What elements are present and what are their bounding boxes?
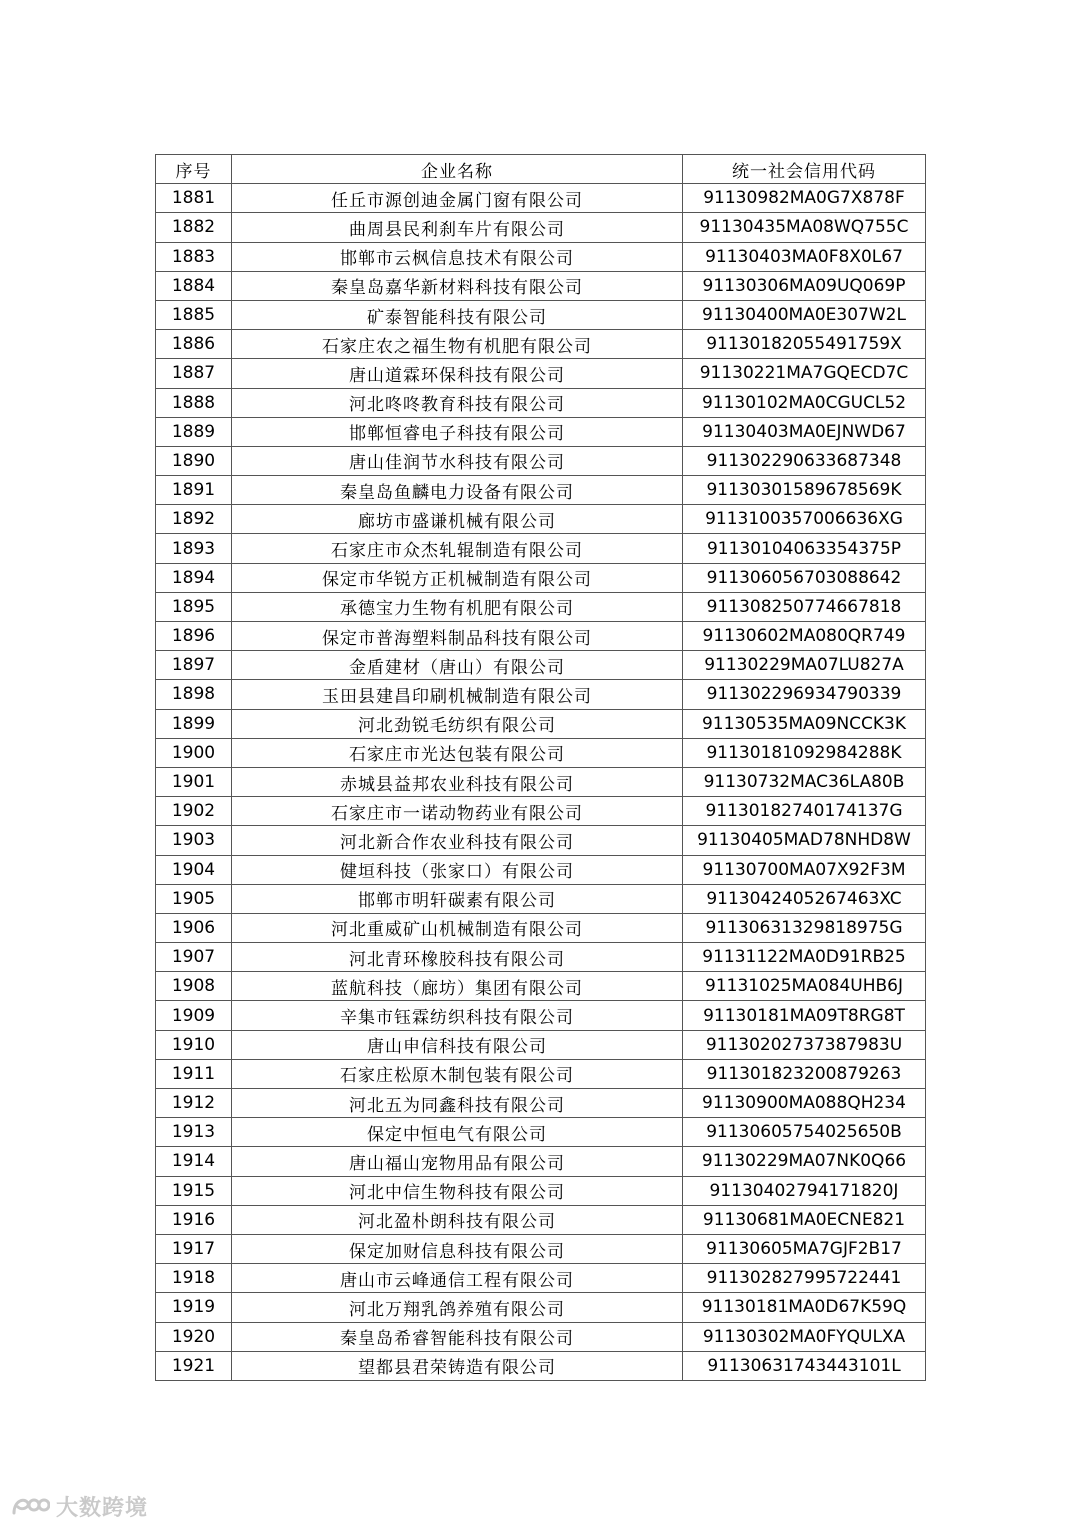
cell-seq: 1883: [156, 242, 232, 271]
header-seq: 序号: [156, 155, 232, 184]
watermark-text: 大数跨境: [56, 1495, 149, 1521]
cell-seq: 1899: [156, 709, 232, 738]
cell-seq: 1895: [156, 592, 232, 621]
table-row: [156, 943, 926, 972]
table-row: [156, 1234, 926, 1263]
table-row: [156, 1001, 926, 1030]
cell-credit-code: 911301823200879263: [683, 1059, 926, 1088]
watermark: [10, 1490, 148, 1522]
cell-seq: 1881: [156, 184, 232, 213]
cell-company-name: 石家庄松原木制包装有限公司: [232, 1059, 683, 1088]
logo-icon: [10, 1493, 50, 1519]
cell-credit-code: 911302827995722441: [683, 1264, 926, 1293]
cell-seq: 1911: [156, 1059, 232, 1088]
cell-seq: 1920: [156, 1322, 232, 1351]
cell-credit-code: 91130900MA088QH234: [683, 1089, 926, 1118]
cell-credit-code: 91130400MA0E307W2L: [683, 300, 926, 329]
cell-company-name: 唐山佳润节水科技有限公司: [232, 446, 683, 475]
cell-seq: 1921: [156, 1351, 232, 1380]
cell-company-name: 唐山市云峰通信工程有限公司: [232, 1264, 683, 1293]
table-row: [156, 242, 926, 271]
cell-company-name: 邯郸市明轩碳素有限公司: [232, 884, 683, 913]
cell-seq: 1910: [156, 1030, 232, 1059]
cell-company-name: 河北劲锐毛纺织有限公司: [232, 709, 683, 738]
cell-credit-code: 91130102MA0CGUCL52: [683, 388, 926, 417]
cell-seq: 1914: [156, 1147, 232, 1176]
cell-seq: 1889: [156, 417, 232, 446]
cell-seq: 1890: [156, 446, 232, 475]
table-row: [156, 913, 926, 942]
table-row: [156, 213, 926, 242]
cell-company-name: 秦皇岛嘉华新材料科技有限公司: [232, 271, 683, 300]
cell-company-name: 石家庄市光达包装有限公司: [232, 738, 683, 767]
table-row: [156, 446, 926, 475]
table-row: [156, 709, 926, 738]
cell-credit-code: 9113100357006636XG: [683, 505, 926, 534]
cell-company-name: 保定加财信息科技有限公司: [232, 1234, 683, 1263]
cell-seq: 1896: [156, 622, 232, 651]
table-row: [156, 797, 926, 826]
table-row: [156, 1147, 926, 1176]
cell-seq: 1905: [156, 884, 232, 913]
cell-seq: 1906: [156, 913, 232, 942]
cell-seq: 1901: [156, 767, 232, 796]
cell-credit-code: 91130732MAC36LA80B: [683, 767, 926, 796]
table-row: [156, 1118, 926, 1147]
cell-seq: 1893: [156, 534, 232, 563]
table-row: [156, 767, 926, 796]
cell-credit-code: 9113042405267463XC: [683, 884, 926, 913]
cell-company-name: 赤城县益邦农业科技有限公司: [232, 767, 683, 796]
table-row: [156, 476, 926, 505]
cell-credit-code: 91130982MA0G7X878F: [683, 184, 926, 213]
table-row: [156, 1089, 926, 1118]
table-row: [156, 1030, 926, 1059]
cell-company-name: 河北重威矿山机械制造有限公司: [232, 913, 683, 942]
cell-seq: 1907: [156, 943, 232, 972]
cell-credit-code: 91130605MA7GJF2B17: [683, 1234, 926, 1263]
cell-credit-code: 91130221MA7GQECD7C: [683, 359, 926, 388]
cell-credit-code: 91130681MA0ECNE821: [683, 1205, 926, 1234]
cell-company-name: 矿泰智能科技有限公司: [232, 300, 683, 329]
cell-seq: 1885: [156, 300, 232, 329]
table-row: [156, 1351, 926, 1380]
table-row: [156, 359, 926, 388]
cell-credit-code: 911308250774667818: [683, 592, 926, 621]
cell-credit-code: 91130631329818975G: [683, 913, 926, 942]
cell-company-name: 玉田县建昌印刷机械制造有限公司: [232, 680, 683, 709]
cell-credit-code: 91130104063354375P: [683, 534, 926, 563]
cell-seq: 1902: [156, 797, 232, 826]
cell-seq: 1891: [156, 476, 232, 505]
cell-company-name: 金盾建材（唐山）有限公司: [232, 651, 683, 680]
header-name: 企业名称: [232, 155, 683, 184]
cell-seq: 1894: [156, 563, 232, 592]
cell-company-name: 河北盈朴朗科技有限公司: [232, 1205, 683, 1234]
table-row: [156, 505, 926, 534]
cell-company-name: 秦皇岛鱼麟电力设备有限公司: [232, 476, 683, 505]
cell-credit-code: 91130202737387983U: [683, 1030, 926, 1059]
cell-seq: 1892: [156, 505, 232, 534]
cell-seq: 1916: [156, 1205, 232, 1234]
cell-company-name: 河北五为同鑫科技有限公司: [232, 1089, 683, 1118]
cell-company-name: 唐山申信科技有限公司: [232, 1030, 683, 1059]
cell-seq: 1898: [156, 680, 232, 709]
cell-company-name: 河北新合作农业科技有限公司: [232, 826, 683, 855]
cell-company-name: 任丘市源创迪金属门窗有限公司: [232, 184, 683, 213]
cell-credit-code: 91130229MA07LU827A: [683, 651, 926, 680]
cell-credit-code: 911302290633687348: [683, 446, 926, 475]
table-row: [156, 855, 926, 884]
cell-credit-code: 91131122MA0D91RB25: [683, 943, 926, 972]
table-row: [156, 417, 926, 446]
cell-credit-code: 91130181092984288K: [683, 738, 926, 767]
cell-credit-code: 911306056703088642: [683, 563, 926, 592]
table-row: [156, 1176, 926, 1205]
cell-company-name: 保定市华锐方正机械制造有限公司: [232, 563, 683, 592]
cell-credit-code: 91130403MA0F8X0L67: [683, 242, 926, 271]
cell-company-name: 辛集市钰霖纺织科技有限公司: [232, 1001, 683, 1030]
cell-company-name: 邯郸恒睿电子科技有限公司: [232, 417, 683, 446]
cell-seq: 1888: [156, 388, 232, 417]
cell-company-name: 曲周县民利刹车片有限公司: [232, 213, 683, 242]
table-row: [156, 388, 926, 417]
table-row: [156, 972, 926, 1001]
cell-credit-code: 91130182740174137G: [683, 797, 926, 826]
table-row: [156, 534, 926, 563]
cell-seq: 1886: [156, 330, 232, 359]
cell-company-name: 石家庄市一诺动物药业有限公司: [232, 797, 683, 826]
cell-credit-code: 91130405MAD78NHD8W: [683, 826, 926, 855]
cell-seq: 1903: [156, 826, 232, 855]
cell-seq: 1887: [156, 359, 232, 388]
cell-company-name: 廊坊市盛谦机械有限公司: [232, 505, 683, 534]
cell-seq: 1897: [156, 651, 232, 680]
cell-credit-code: 91130535MA09NCCK3K: [683, 709, 926, 738]
cell-seq: 1884: [156, 271, 232, 300]
cell-seq: 1917: [156, 1234, 232, 1263]
table-row: [156, 1264, 926, 1293]
cell-credit-code: 91130631743443101L: [683, 1351, 926, 1380]
cell-company-name: 河北青环橡胶科技有限公司: [232, 943, 683, 972]
cell-credit-code: 91130181MA09T8RG8T: [683, 1001, 926, 1030]
cell-company-name: 河北中信生物科技有限公司: [232, 1176, 683, 1205]
cell-seq: 1882: [156, 213, 232, 242]
cell-company-name: 秦皇岛希睿智能科技有限公司: [232, 1322, 683, 1351]
table-row: [156, 300, 926, 329]
enterprise-table: [155, 154, 926, 1381]
cell-credit-code: 91130302MA0FYQULXA: [683, 1322, 926, 1351]
cell-seq: 1904: [156, 855, 232, 884]
cell-seq: 1909: [156, 1001, 232, 1030]
cell-seq: 1918: [156, 1264, 232, 1293]
cell-seq: 1919: [156, 1293, 232, 1322]
table-row: [156, 563, 926, 592]
cell-credit-code: 91130435MA08WQ755C: [683, 213, 926, 242]
cell-company-name: 河北咚咚教育科技有限公司: [232, 388, 683, 417]
cell-seq: 1915: [156, 1176, 232, 1205]
cell-company-name: 保定中恒电气有限公司: [232, 1118, 683, 1147]
cell-credit-code: 91130229MA07NK0Q66: [683, 1147, 926, 1176]
cell-company-name: 唐山福山宠物用品有限公司: [232, 1147, 683, 1176]
cell-credit-code: 911302296934790339: [683, 680, 926, 709]
cell-company-name: 望都县君荣铸造有限公司: [232, 1351, 683, 1380]
cell-credit-code: 91130700MA07X92F3M: [683, 855, 926, 884]
cell-credit-code: 91130402794171820J: [683, 1176, 926, 1205]
table-row: [156, 738, 926, 767]
cell-credit-code: 91130182055491759X: [683, 330, 926, 359]
table-header-row: [156, 155, 926, 184]
table-row: [156, 271, 926, 300]
table-row: [156, 826, 926, 855]
table-row: [156, 622, 926, 651]
cell-seq: 1900: [156, 738, 232, 767]
cell-company-name: 唐山道霖环保科技有限公司: [232, 359, 683, 388]
cell-credit-code: 91130181MA0D67K59Q: [683, 1293, 926, 1322]
table-row: [156, 330, 926, 359]
cell-company-name: 石家庄农之福生物有机肥有限公司: [232, 330, 683, 359]
cell-company-name: 石家庄市众杰轧辊制造有限公司: [232, 534, 683, 563]
table-row: [156, 680, 926, 709]
cell-company-name: 邯郸市云枫信息技术有限公司: [232, 242, 683, 271]
cell-seq: 1908: [156, 972, 232, 1001]
cell-credit-code: 91130306MA09UQ069P: [683, 271, 926, 300]
cell-credit-code: 91131025MA084UHB6J: [683, 972, 926, 1001]
table-row: [156, 884, 926, 913]
cell-company-name: 河北万翔乳鸽养殖有限公司: [232, 1293, 683, 1322]
table-row: [156, 184, 926, 213]
table-body: [156, 184, 926, 1381]
table-row: [156, 1059, 926, 1088]
header-code: 统一社会信用代码: [683, 155, 926, 184]
cell-company-name: 健垣科技（张家口）有限公司: [232, 855, 683, 884]
cell-company-name: 蓝航科技（廊坊）集团有限公司: [232, 972, 683, 1001]
cell-company-name: 承德宝力生物有机肥有限公司: [232, 592, 683, 621]
table-row: [156, 1293, 926, 1322]
cell-seq: 1912: [156, 1089, 232, 1118]
cell-credit-code: 91130602MA080QR749: [683, 622, 926, 651]
cell-company-name: 保定市普海塑料制品科技有限公司: [232, 622, 683, 651]
cell-credit-code: 91130301589678569K: [683, 476, 926, 505]
cell-credit-code: 91130403MA0EJNWD67: [683, 417, 926, 446]
table-row: [156, 651, 926, 680]
table-row: [156, 1322, 926, 1351]
cell-seq: 1913: [156, 1118, 232, 1147]
table-row: [156, 592, 926, 621]
cell-credit-code: 91130605754025650B: [683, 1118, 926, 1147]
table-row: [156, 1205, 926, 1234]
